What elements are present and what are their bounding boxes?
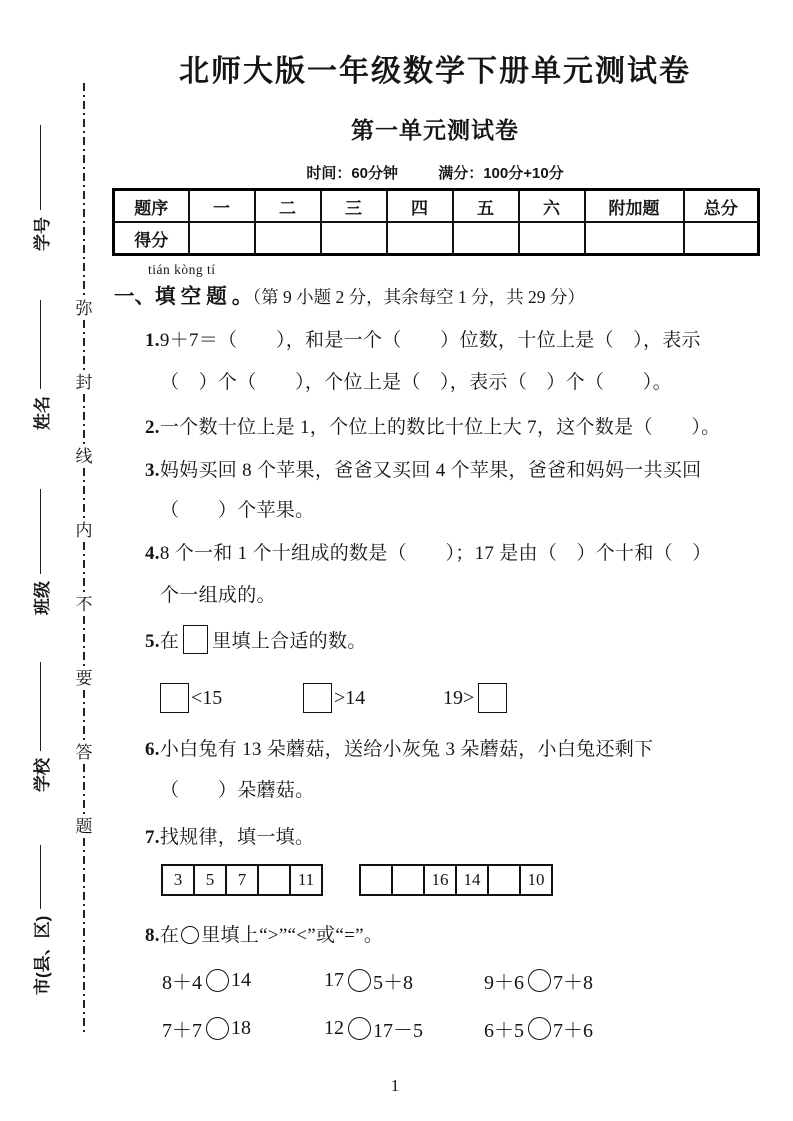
score-cell-empty: [585, 222, 684, 255]
q8-item-1: [162, 966, 251, 995]
question-number: 6.: [145, 739, 160, 760]
q8-item-3: [484, 966, 593, 995]
margin-field-label: 市(县、区): [32, 915, 52, 995]
compare-circle: [528, 969, 551, 992]
score-header-cell: 六: [519, 190, 585, 223]
score-header-cell: 五: [453, 190, 519, 223]
pinyin-annotation: tián kòng tí: [148, 262, 216, 277]
sequence-cell: 11: [290, 865, 322, 895]
fill-in-line: [40, 845, 41, 909]
question-number: 2.: [145, 417, 160, 438]
score-table-header-row: [114, 190, 759, 223]
score-header-cell: 三: [321, 190, 387, 223]
score-table-score-row: [114, 222, 759, 255]
section-heading-title: 一、填 空 题 。: [114, 286, 253, 308]
fill-in-line: [40, 489, 41, 574]
seal-char: 线: [75, 447, 93, 466]
seal-line: [74, 83, 94, 1035]
score-cell-empty: [321, 222, 387, 255]
q8-item-4: [162, 1014, 251, 1043]
question-3-line-1: [145, 455, 701, 482]
question-text: 在: [159, 925, 180, 946]
q8-item-2: [324, 966, 413, 995]
question-text: 在: [159, 631, 180, 652]
margin-field-school: [28, 662, 52, 792]
question-text: （ ）个（ ），个位上是（ ），表示（ ）个（ ）。: [160, 372, 672, 393]
question-text: 里填上“>”“<”或“=”。: [201, 925, 384, 946]
page-number: 1: [390, 1076, 400, 1095]
sequence-cell-empty: [488, 865, 520, 895]
seal-dash: [83, 764, 85, 816]
question-text: 找规律，填一填。: [159, 827, 315, 848]
seal-char: 封: [75, 373, 93, 392]
sequence-cell: 10: [520, 865, 552, 895]
expression-left: 9＋6: [484, 972, 524, 994]
question-text: 8 个一和 1 个十组成的数是（ ）；17 是由（ ）个十和（ ）: [159, 543, 712, 564]
fill-in-line: [40, 125, 41, 210]
page-title: 北师大版一年级数学下册单元测试卷: [179, 55, 691, 88]
expression-left: 12: [324, 1017, 344, 1039]
question-6-line-1: [145, 734, 653, 761]
q8-item-5: [324, 1014, 423, 1043]
expression-left: 8＋4: [162, 972, 202, 994]
sequence-cell-empty: [258, 865, 290, 895]
score-cell-empty: [189, 222, 255, 255]
fill-in-line: [40, 300, 41, 389]
compare-circle: [181, 926, 199, 944]
q5-compare-item-1: [160, 683, 222, 713]
sequence-cell: 3: [162, 865, 194, 895]
seal-dash: [83, 690, 85, 742]
seal-dash: [83, 616, 85, 668]
expression-right: 18: [231, 1017, 251, 1039]
question-text: 小白兔有 13 朵蘑菇，送给小灰兔 3 朵蘑菇，小白兔还剩下: [159, 739, 654, 760]
compare-text: <15: [191, 686, 223, 709]
margin-field-label: 班级: [32, 581, 52, 615]
question-1-line-2: [160, 367, 672, 394]
compare-circle: [528, 1017, 551, 1040]
question-5-line-1: [145, 625, 367, 654]
q5-compare-item-3: [443, 683, 507, 713]
expression-right: 7＋8: [553, 972, 593, 994]
exam-meta: [112, 162, 758, 183]
question-text: 妈妈买回 8 个苹果，爸爸又买回 4 个苹果，爸爸和妈妈一共买回: [159, 460, 702, 481]
seal-char: 答: [75, 743, 93, 762]
sequence-cell: 14: [456, 865, 488, 895]
answer-box: [160, 683, 189, 713]
margin-field-student-id: [28, 125, 52, 251]
score-table: [112, 188, 760, 256]
score-header-cell: 一: [189, 190, 255, 223]
section-heading-note: （第 9 小题 2 分，其余每空 1 分，共 29 分）: [252, 287, 585, 307]
compare-circle: [206, 1017, 229, 1040]
number-sequence-table-1: [161, 864, 323, 896]
score-header-cell: 总分: [684, 190, 759, 223]
unit-subtitle: 第一单元测试卷: [351, 117, 519, 143]
seal-dash: [83, 83, 85, 298]
question-4-line-2: [160, 580, 276, 607]
score-header-cell: 附加题: [585, 190, 684, 223]
seal-dash: [83, 394, 85, 446]
question-2-line-1: [145, 412, 720, 439]
seal-dash: [83, 320, 85, 372]
margin-field-class: [28, 489, 52, 615]
question-1-line-1: [145, 325, 701, 352]
question-3-line-2: [160, 495, 314, 522]
score-header-cell: 四: [387, 190, 453, 223]
score-cell-empty: [255, 222, 321, 255]
question-text: 9＋7＝（ ），和是一个（ ）位数，十位上是（ ），表示: [159, 330, 701, 351]
answer-box: [303, 683, 332, 713]
score-header-cell: 题序: [114, 190, 189, 223]
question-text: （ ）个苹果。: [160, 500, 315, 521]
margin-field-city: [28, 845, 52, 995]
expression-right: 7＋6: [553, 1020, 593, 1042]
compare-circle: [348, 969, 371, 992]
question-8-line-1: [145, 920, 383, 947]
expression-right: 14: [231, 969, 251, 991]
answer-box: [478, 683, 507, 713]
question-6-line-2: [160, 775, 314, 802]
question-text: 里填上合适的数。: [212, 631, 367, 652]
seal-char: 弥: [75, 299, 93, 318]
seal-dash: [83, 838, 85, 1035]
compare-circle: [348, 1017, 371, 1040]
question-7-line-1: [145, 822, 314, 849]
full-score: 满分：100分+10分: [438, 165, 564, 182]
question-text: 一个数十位上是 1，个位上的数比十位上大 7，这个数是（ ）。: [159, 417, 721, 438]
sequence-cell-empty: [360, 865, 392, 895]
seal-char: 内: [75, 521, 93, 540]
sequence-cell: 5: [194, 865, 226, 895]
sequence-cell: 16: [424, 865, 456, 895]
margin-field-label: 学校: [32, 758, 52, 792]
question-4-line-1: [145, 538, 712, 565]
answer-box: [183, 625, 208, 654]
score-cell-empty: [684, 222, 759, 255]
question-text: 个一组成的。: [160, 585, 276, 606]
score-row-label: 得分: [114, 222, 189, 255]
margin-field-name: [28, 300, 52, 430]
fill-in-line: [40, 662, 41, 751]
compare-circle: [206, 969, 229, 992]
sequence-cell-empty: [392, 865, 424, 895]
question-number: 7.: [145, 827, 160, 848]
score-cell-empty: [387, 222, 453, 255]
question-number: 3.: [145, 460, 160, 481]
seal-dash: [83, 542, 85, 594]
seal-char: 不: [75, 595, 93, 614]
q8-item-6: [484, 1014, 593, 1043]
main-content: [112, 0, 758, 1121]
compare-text: >14: [334, 686, 366, 709]
number-sequence-table-2: [359, 864, 553, 896]
question-text: （ ）朵蘑菇。: [160, 780, 315, 801]
compare-text: 19>: [443, 686, 475, 709]
expression-left: 6＋5: [484, 1020, 524, 1042]
score-header-cell: 二: [255, 190, 321, 223]
sequence-cell: 7: [226, 865, 258, 895]
seal-dash: [83, 468, 85, 520]
score-cell-empty: [519, 222, 585, 255]
time-limit: 时间：60分钟: [306, 165, 399, 182]
q5-compare-item-2: [303, 683, 365, 713]
margin-field-label: 姓名: [32, 396, 52, 430]
question-number: 4.: [145, 543, 160, 564]
section-heading: [114, 279, 585, 309]
seal-char: 题: [75, 817, 93, 836]
expression-right: 17－5: [373, 1020, 423, 1042]
question-number: 8.: [145, 925, 160, 946]
question-number: 1.: [145, 330, 160, 351]
margin-field-label: 学号: [32, 217, 52, 251]
seal-char: 要: [75, 669, 93, 688]
question-number: 5.: [145, 631, 160, 652]
expression-left: 7＋7: [162, 1020, 202, 1042]
score-cell-empty: [453, 222, 519, 255]
expression-right: 5＋8: [373, 972, 413, 994]
expression-left: 17: [324, 969, 344, 991]
